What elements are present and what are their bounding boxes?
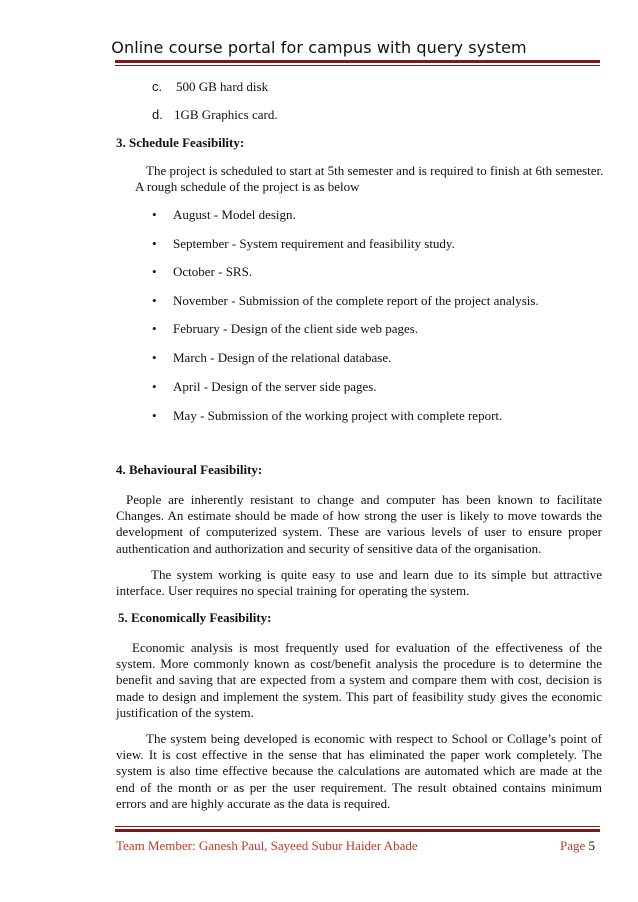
bullet-icon: • <box>152 264 157 279</box>
section-heading-economic: 5. Economically Feasibility: <box>118 610 272 625</box>
list-item: 1GB Graphics card. <box>174 107 278 122</box>
economic-paragraph-1: Economic analysis is most frequently used for evaluation of the effectiveness of the system. More commonly known as cost/benefit analysis the procedure is to determine the benefit and saving that are expected from a system and compare them with cost, decision is made to design and implement the system. This part of feasibility study gives the economic justification of the system. <box>116 640 602 720</box>
footer-team-members: Team Member: Ganesh Paul, Sayeed Subur Haider Abade <box>116 838 418 853</box>
bullet-icon: • <box>152 293 157 308</box>
header-rule-thin <box>115 65 600 66</box>
list-item: November - Submission of the complete report of the project analysis. <box>173 293 539 308</box>
footer-page <box>560 838 595 854</box>
bullet-icon: • <box>152 408 157 423</box>
schedule-intro-line1: The project is scheduled to start at 5th semester and is required to finish at 6th semester. <box>146 163 604 178</box>
behavioural-paragraph-2: The system working is quite easy to use and learn due to its simple but attractive interface. User requires no special training for operating the system. <box>116 567 602 599</box>
list-item: August - Model design. <box>173 207 296 222</box>
bullet-icon: • <box>152 236 157 251</box>
footer-rule-thick <box>115 829 600 832</box>
section-heading-schedule: 3. Schedule Feasibility: <box>116 135 245 150</box>
list-item: April - Design of the server side pages. <box>173 379 377 394</box>
page-header-title: Online course portal for campus with query system <box>111 38 527 57</box>
list-item: March - Design of the relational database. <box>173 350 392 365</box>
bullet-icon: • <box>152 207 157 222</box>
list-marker: d. <box>152 107 163 122</box>
list-item: February - Design of the client side web pages. <box>173 321 419 336</box>
bullet-icon: • <box>152 379 157 394</box>
behavioural-paragraph-1: People are inherently resistant to change and computer has been known to facilitate Changes. An estimate should be made of how strong the user is likely to move towards the development of computerized system. These are various levels of user to ensure proper authentication and authorization and security of sensitive data of the organisation. <box>116 492 602 556</box>
economic-paragraph-2: The system being developed is economic with respect to School or Collage’s point of view. It is cost effective in the sense that has eliminated the paper work completely. The system is also time effective because the calculations are automated which are made at the end of the month or as per the user requirement. The result obtained contains minimum errors and are highly accurate as the data is required. <box>116 731 602 811</box>
list-item: September - System requirement and feasibility study. <box>173 236 455 251</box>
list-item: 500 GB hard disk <box>176 79 269 94</box>
section-heading-behavioural: 4. Behavioural Feasibility: <box>116 462 263 477</box>
page-label: Page <box>560 838 586 853</box>
bullet-icon: • <box>152 350 157 365</box>
page-number: 5 <box>588 838 596 853</box>
bullet-icon: • <box>152 321 157 336</box>
footer-rule-thin <box>115 826 600 827</box>
header-rule-thick <box>115 60 600 63</box>
list-item: October - SRS. <box>173 264 253 279</box>
list-item: May - Submission of the working project with complete report. <box>173 408 503 423</box>
schedule-intro-line2: A rough schedule of the project is as below <box>135 179 360 194</box>
list-marker: c. <box>152 79 163 94</box>
